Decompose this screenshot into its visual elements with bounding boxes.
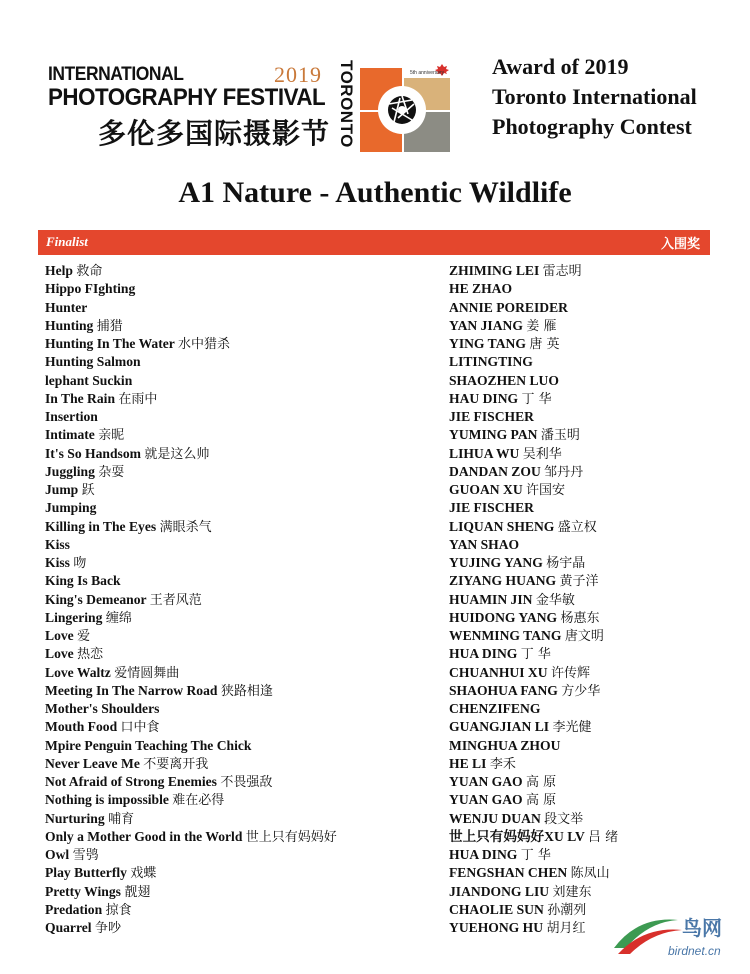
photographer-name-en: 世上只有妈妈好XU LV [449,828,585,844]
photographer-name-en: YUAN GAO [449,792,523,808]
entry-photographer [449,335,739,353]
entry-photographer [449,554,739,572]
entry-title [45,335,440,353]
entry-title [45,372,440,390]
entry-title [45,299,440,317]
entry-title-en: Love Waltz [45,664,111,680]
photographer-name-cn: 黄子洋 [559,574,599,590]
entry-title-cn: 口中食 [120,720,160,736]
photographer-name-cn: 杨惠东 [560,610,600,626]
entry-photographer [449,737,739,755]
entry-title [45,591,440,609]
entry-title [45,919,440,937]
entry-photographer [449,572,739,590]
watermark-chinese: 鸟网 [682,916,722,940]
entry-title-cn: 救命 [76,264,103,279]
entry-title-cn: 不畏强敌 [220,775,273,790]
header [0,0,750,170]
photographer-name-cn: 唐 英 [529,337,560,352]
entry-title-en: Kiss [45,536,70,552]
entry-title [45,609,440,627]
entry-title [45,645,440,663]
photographer-name-en: LIQUAN SHENG [449,518,555,534]
photographer-name-cn: 吴利华 [522,446,562,462]
photographer-name-cn: 杨宇晶 [546,556,586,571]
photographer-name-cn: 李禾 [489,756,516,772]
entry-title-en: Killing in The Eyes [45,518,157,534]
photographer-name-en: CHENZIFENG [449,701,541,716]
photographer-name-en: YAN SHAO [449,536,520,552]
entry-title [45,572,440,590]
entry-photographer [449,682,739,700]
entry-title-cn: 哺育 [108,811,135,827]
photographer-name-cn: 姜 雁 [526,318,557,334]
entry-title-en: Love [45,646,74,662]
entry-title [45,700,440,718]
entry-title-en: It's So Handsom [45,445,141,461]
photographer-name-en: WENMING TANG [449,628,562,643]
entry-photographer [449,408,739,426]
entry-photographer [449,353,739,371]
entry-title-en: Mpire Penguin Teaching The Chick [45,737,252,753]
photographer-name-en: FENGSHAN CHEN [449,865,568,881]
entry-photographer [449,700,739,718]
entry-title-en: Nurturing [45,810,105,826]
entry-title-cn: 狭路相逢 [220,683,273,699]
photographer-name-cn: 丁 华 [520,647,551,663]
entry-title-en: Jumping [45,500,97,516]
entry-photographer [449,463,739,481]
photographer-name-en: HE LI [449,755,487,771]
entry-photographer [449,883,739,901]
entry-photographer [449,846,739,864]
entry-title-cn: 在雨中 [118,391,158,407]
entry-photographer [449,591,739,609]
entry-photographer [449,262,739,280]
entry-title-cn: 吻 [73,556,87,571]
photographer-name-en: SHAOHUA FANG [449,682,558,698]
entry-title-en: Hippo FIghting [45,281,136,297]
entry-title-en: Kiss [45,555,70,570]
photographer-name-en: HE ZHAO [449,281,513,297]
entry-title [45,426,440,444]
photographer-name-cn: 许传辉 [550,665,590,681]
entry-photographer [449,645,739,663]
entry-title-en: Mouth Food [45,719,118,735]
entry-photographer [449,609,739,627]
photographer-name-cn: 许国安 [526,483,566,498]
entry-title [45,536,440,554]
photographer-name-cn: 孙潮列 [547,902,587,918]
photographer-name-cn: 金华敏 [535,592,575,608]
award-line3: Photography Contest [492,114,692,139]
entry-title-en: Hunting [45,317,94,333]
entry-title-en: Insertion [45,409,98,424]
entry-names-list [449,262,739,937]
entry-title [45,737,440,755]
photographer-name-cn: 唐文明 [564,629,604,644]
entry-title [45,627,440,645]
entry-titles-list [45,262,440,937]
entry-title-en: Mother's Shoulders [45,701,160,716]
entry-title [45,791,440,809]
photographer-name-cn: 丁 华 [521,391,552,407]
entry-title [45,408,440,426]
photographer-name-cn: 李光健 [552,720,592,736]
logo-line2: PHOTOGRAPHY FESTIVAL [48,84,326,111]
entry-photographer [449,518,739,536]
photographer-name-en: JIE FISCHER [449,409,534,424]
award-line1: Award of 2019 [492,54,629,79]
entry-title [45,518,440,536]
entry-title [45,554,440,572]
photographer-name-en: MINGHUA ZHOU [449,737,561,753]
entry-photographer [449,664,739,682]
photographer-name-cn: 陈凤山 [570,866,610,882]
entry-title [45,883,440,901]
entry-title-cn: 捕猎 [96,318,123,334]
entry-title-en: Hunter [45,299,88,315]
entry-title-cn: 难在必得 [172,793,225,809]
entry-title-cn: 雪鸮 [72,848,99,863]
watermark-url: birdnet.cn [668,944,721,958]
festival-emblem-icon [360,62,452,154]
photographer-name-en: ZIYANG HUANG [449,573,557,589]
entry-title-en: Juggling [45,463,95,479]
photographer-name-cn: 高 原 [526,775,557,790]
photographer-name-cn: 高 原 [526,793,557,809]
entry-title-cn: 掠食 [105,902,132,918]
entry-title [45,445,440,463]
entry-title-en: Pretty Wings [45,883,121,899]
entry-photographer [449,299,739,317]
anniversary-label: 5th anniversary [410,70,445,76]
entry-title-en: Hunting In The Water [45,336,175,351]
photographer-name-en: GUANGJIAN LI [449,719,550,735]
entry-title-en: In The Rain [45,390,116,406]
entry-title-en: Owl [45,847,70,862]
entry-title [45,718,440,736]
birdnet-watermark-icon [608,908,746,968]
photographer-name-cn: 盛立权 [557,519,597,535]
photographer-name-cn: 段文举 [544,811,584,827]
entry-photographer [449,810,739,828]
entry-title-en: Predation [45,901,103,917]
entry-title-cn: 爱 [77,629,91,644]
photographer-name-en: LIHUA WU [449,445,520,461]
entry-photographer [449,390,739,408]
logo-year: 2019 [274,62,322,87]
entry-photographer [449,773,739,791]
finalist-band [38,230,710,255]
entry-title-cn: 就是这么帅 [144,446,210,462]
entry-title-en: Help [45,263,73,278]
photographer-name-en: HUIDONG YANG [449,609,558,625]
entry-title-cn: 王者风范 [149,592,202,608]
photographer-name-en: YUMING PAN [449,427,538,443]
entry-title-en: Meeting In The Narrow Road [45,682,218,698]
entry-photographer [449,499,739,517]
entry-photographer [449,445,739,463]
photographer-name-en: YING TANG [449,336,526,351]
logo-line1: INTERNATIONAL [48,64,184,85]
band-label-chinese: 入围奖 [660,237,700,252]
entry-title-cn: 不要离开我 [143,756,209,772]
photographer-name-en: DANDAN ZOU [449,463,541,479]
photographer-name-en: JIE FISCHER [449,500,534,516]
photographer-name-en: LITINGTING [449,354,533,370]
entry-title [45,846,440,864]
entry-title-cn: 热恋 [77,647,104,663]
entry-title-en: Not Afraid of Strong Enemies [45,774,217,789]
entry-title [45,901,440,919]
entry-title-en: Quarrel [45,920,92,935]
entry-photographer [449,372,739,390]
photographer-name-en: ANNIE POREIDER [449,299,568,315]
entry-title [45,810,440,828]
photographer-name-en: ZHIMING LEI [449,263,540,278]
entry-title-cn: 戏蝶 [130,866,157,882]
entry-photographer [449,627,739,645]
entry-title-en: King's Demeanor [45,591,147,607]
entry-title-cn: 满眼杀气 [159,519,212,535]
entry-title-cn: 靓翅 [124,884,151,900]
entry-photographer [449,755,739,773]
entry-title [45,317,440,335]
photographer-name-cn: 吕 绪 [587,829,619,845]
entry-title-en: King Is Back [45,573,121,589]
entry-photographer [449,280,739,298]
entry-photographer [449,828,739,846]
entry-title-cn: 争吵 [94,921,121,936]
entry-title-cn: 爱情圆舞曲 [114,665,180,681]
photographer-name-cn: 胡月红 [546,921,586,936]
entry-title [45,481,440,499]
photographer-name-cn: 邹丹丹 [544,464,584,480]
entry-title [45,463,440,481]
logo-city: TORONTO [337,60,356,148]
entry-title-en: Lingering [45,609,103,625]
photographer-name-en: JIANDONG LIU [449,883,550,899]
entry-title [45,280,440,298]
entry-title-en: Jump [45,482,79,497]
photographer-name-en: CHUANHUI XU [449,664,548,680]
photographer-name-en: SHAOZHEN LUO [449,372,559,388]
entry-title-cn: 跃 [81,483,95,498]
photographer-name-cn: 方少华 [561,683,601,699]
entry-title [45,828,440,846]
photographer-name-en: YUEHONG HU [449,920,544,935]
section-title: A1 Nature - Authentic Wildlife [178,176,572,209]
entry-title-en: Play Butterfly [45,865,127,881]
entry-title-cn: 杂耍 [98,464,125,480]
band-label-finalist: Finalist [46,234,88,249]
photographer-name-cn: 丁 华 [520,848,551,863]
photographer-name-en: WENJU DUAN [449,810,541,826]
photographer-name-en: CHAOLIE SUN [449,901,544,917]
entry-photographer [449,718,739,736]
entry-photographer [449,864,739,882]
photographer-name-cn: 刘建东 [552,884,592,900]
photographer-name-en: YUJING YANG [449,555,543,570]
entry-title [45,755,440,773]
photographer-name-en: YAN JIANG [449,317,523,333]
photographer-name-cn: 潘玉明 [540,428,580,444]
entry-title [45,353,440,371]
entry-title [45,682,440,700]
entry-title-en: Love [45,628,74,643]
photographer-name-en: HAU DING [449,390,519,406]
entry-title [45,773,440,791]
entry-photographer [449,791,739,809]
entry-title-en: Intimate [45,427,95,443]
entry-title [45,262,440,280]
entry-photographer [449,481,739,499]
entry-title [45,499,440,517]
entry-title-en: Never Leave Me [45,755,140,771]
entry-photographer [449,536,739,554]
logo-chinese: 多伦多国际摄影节 [98,117,331,150]
entry-title-en: Only a Mother Good in the World [45,828,243,844]
photographer-name-en: GUOAN XU [449,482,523,497]
entry-photographer [449,317,739,335]
entry-title [45,390,440,408]
entry-title-cn: 缠绵 [105,610,132,626]
entry-title-en: lephant Suckin [45,372,133,388]
entry-title-en: Hunting Salmon [45,354,141,370]
photographer-name-cn: 雷志明 [542,264,582,279]
entry-title-cn: 世上只有妈妈好 [245,829,337,845]
entry-title-cn: 水中猎杀 [177,337,230,352]
entry-title-cn: 亲昵 [98,428,125,444]
award-line2: Toronto International [492,84,697,109]
entry-photographer [449,426,739,444]
photographer-name-en: YUAN GAO [449,774,523,789]
entry-title [45,664,440,682]
entry-title [45,864,440,882]
award-title [492,52,732,142]
photographer-name-en: HUA DING [449,646,518,662]
entry-title-en: Nothing is impossible [45,792,169,808]
photographer-name-en: HUAMIN JIN [449,591,533,607]
photographer-name-en: HUA DING [449,847,518,862]
